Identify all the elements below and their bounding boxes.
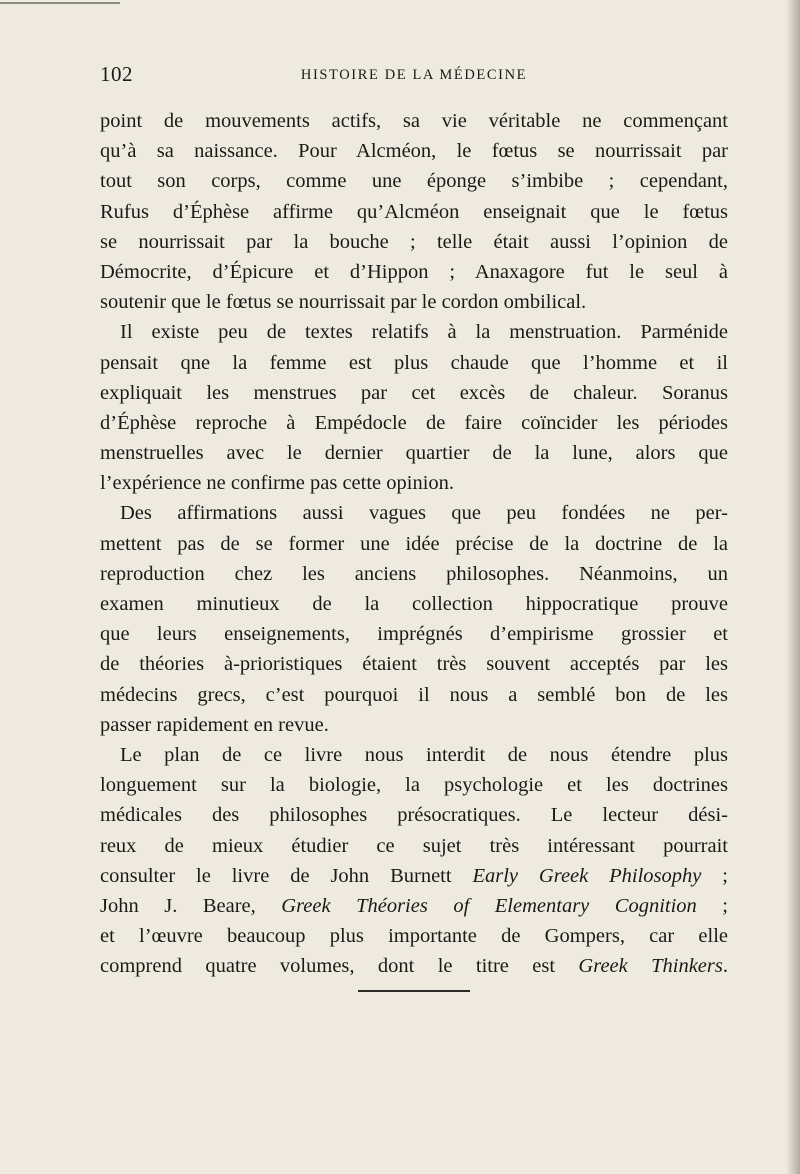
text-line: tout son corps, comme une éponge s’imbibe ; cependant, [100,170,728,193]
running-title: HISTOIRE DE LA MÉDECINE [300,67,528,83]
text-line: que leurs enseignements, imprégnés d’empirisme grossier et [100,623,728,646]
text-line: qu’à sa naissance. Pour Alcméon, le fœtus se nourrissait par [100,140,728,163]
book-title-greek-thinkers: Greek Thinkers [578,955,723,978]
text-line: point de mouvements actifs, sa vie véritable ne commençant [100,110,728,132]
paragraph [100,317,728,498]
text-segment: John J. Beare, [100,894,282,917]
text-line: Il existe peu de textes relatifs à la menstruation. Parménide [120,321,728,344]
book-title-early-greek-philosophy: Early Greek Philosophy [472,864,702,887]
text-segment: ; [696,894,728,917]
text-segment: consulter le livre de John Burnett [100,864,473,887]
text-line: longuement sur la biologie, la psychologie et les doctrines [100,774,728,797]
page-number: 102 [100,62,133,86]
text-line: médecins grecs, c’est pourquoi il nous a semblé bon de les [100,683,728,706]
text-line: Démocrite, d’Épicure et d’Hippon ; Anaxagore fut le seul à [100,260,728,283]
top-edge-rule [0,2,120,4]
text-line: menstruelles avec le dernier quartier de la lune, alors que [100,442,728,465]
text-line: et l’œuvre beaucoup plus importante de Gompers, car elle [100,925,728,948]
text-segment: . [722,955,728,978]
book-title-greek-theories: Greek Théories of Elementary Cognition [281,894,697,917]
text-line: soutenir que le fœtus se nourrissait par le cordon ombilical. [100,291,587,314]
paragraph [100,498,728,740]
section-end-rule [358,990,470,992]
text-line-with-reference [100,861,728,891]
page-header [100,62,728,88]
text-line: mettent pas de se former une idée précise de la doctrine de la [100,532,728,555]
text-line: l’expérience ne confirme pas cette opinion. [100,472,455,495]
text-line: Des affirmations aussi vagues que peu fondées ne per- [120,502,728,525]
text-line: d’Éphèse reproche à Empédocle de faire coïncider les périodes [100,411,728,434]
text-line: médicales des philosophes présocratiques. Le lecteur dési- [100,804,728,827]
text-line: Le plan de ce livre nous interdit de nous étendre plus [120,743,728,766]
text-line: Rufus d’Éphèse affirme qu’Alcméon enseignait que le fœtus [100,200,728,223]
body-text [100,106,728,981]
page-edge-shadow [786,0,800,1174]
text-line: reux de mieux étudier ce sujet très intéressant pourrait [100,834,728,857]
text-line-with-reference [100,891,728,921]
text-line: examen minutieux de la collection hippocratique prouve [100,593,728,615]
text-segment: comprend quatre volumes, dont le titre est [100,955,579,978]
text-line: expliquait les menstrues par cet excès de chaleur. Soranus [100,381,728,404]
text-line: reproduction chez les anciens philosophes. Néanmoins, un [100,562,728,585]
paragraph [100,740,728,982]
paragraph [100,106,728,317]
text-segment: ; [701,864,728,887]
text-line: pensait qne la femme est plus chaude que l’homme et il [100,351,728,374]
text-line: se nourrissait par la bouche ; telle était aussi l’opinion de [100,230,728,253]
text-line: de théories à-prioristiques étaient très souvent acceptés par les [100,653,728,676]
text-line-with-reference [100,951,728,981]
text-line: passer rapidement en revue. [100,713,329,736]
